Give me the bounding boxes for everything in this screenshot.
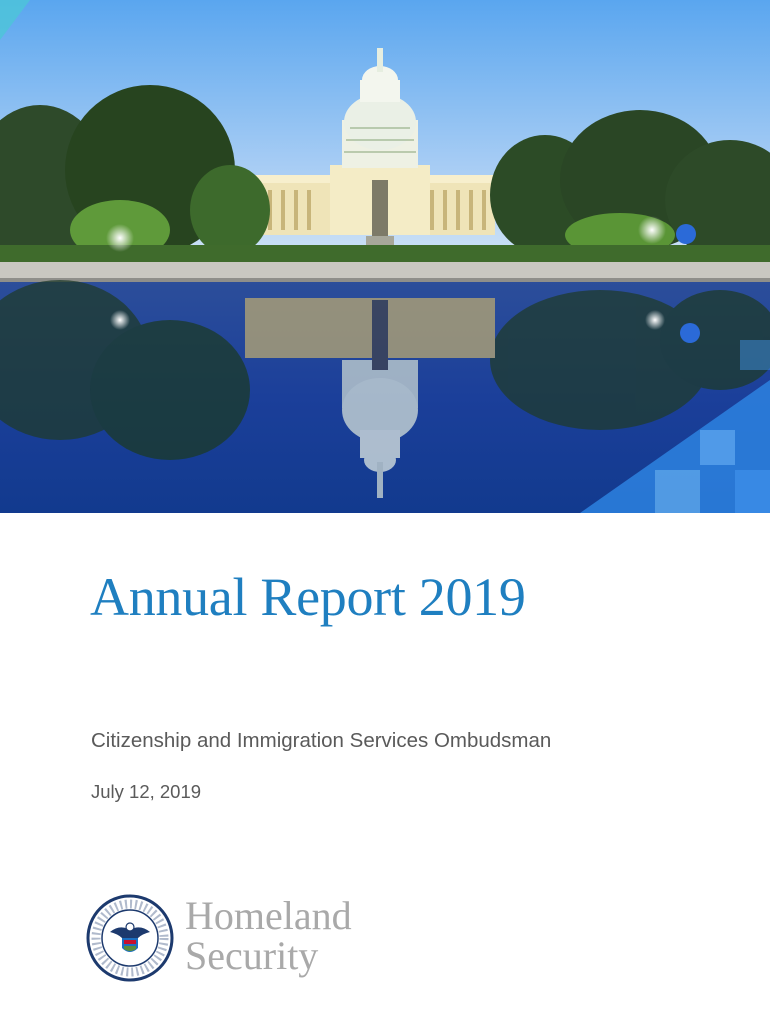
office-name: Citizenship and Immigration Services Ombudsman bbox=[91, 729, 552, 752]
report-title: Annual Report 2019 bbox=[90, 567, 526, 627]
dhs-logo bbox=[86, 894, 396, 988]
homeland-security-wordmark bbox=[185, 893, 352, 978]
wordmark-line-1: Homeland bbox=[185, 893, 352, 938]
dhs-seal-icon bbox=[86, 894, 174, 982]
wordmark-line-2: Security bbox=[185, 933, 319, 978]
report-date: July 12, 2019 bbox=[91, 781, 202, 802]
